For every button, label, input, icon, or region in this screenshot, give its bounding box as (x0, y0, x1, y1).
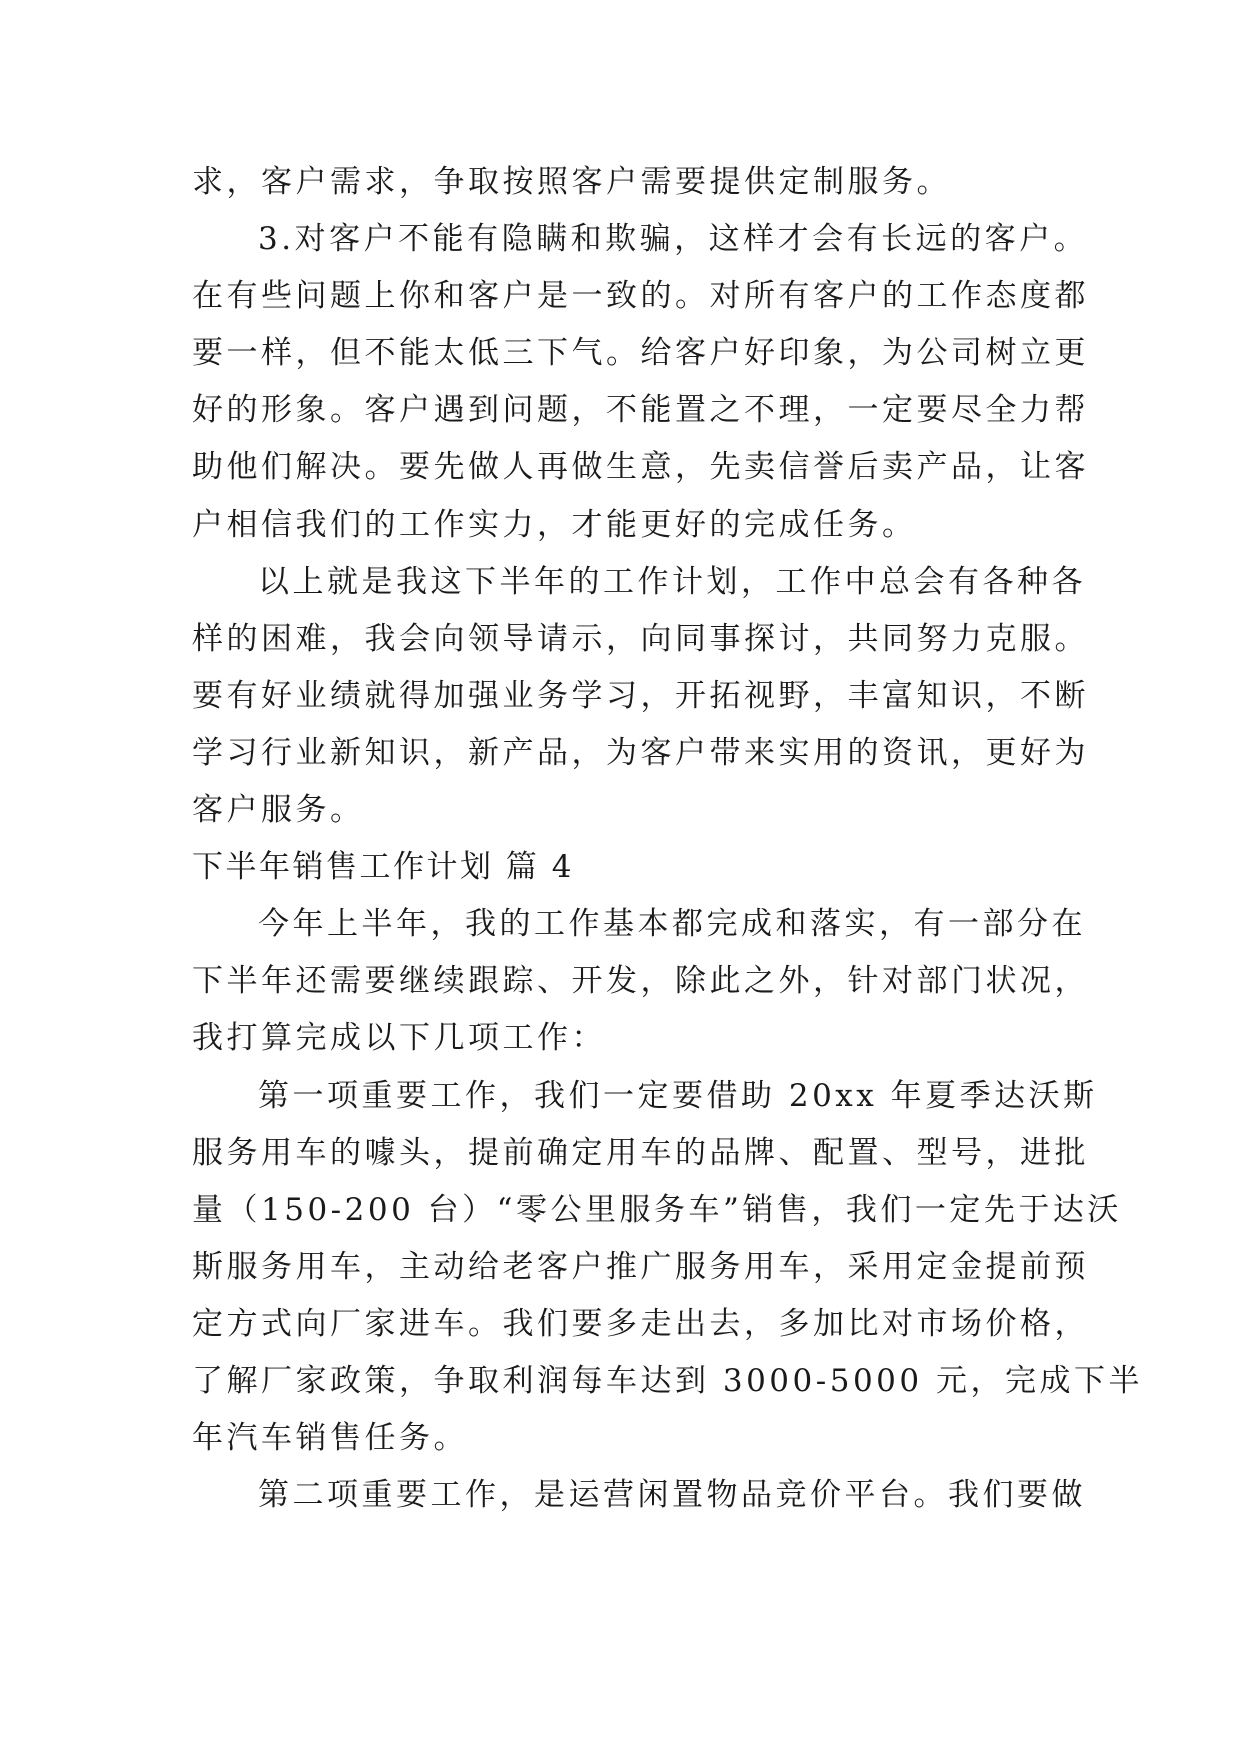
paragraph-line: 3.对客户不能有隐瞒和欺骗，这样才会有长远的客户。 (258, 221, 1089, 258)
paragraph-line: 第一项重要工作，我们一定要借助 20xx 年夏季达沃斯 (258, 1077, 1098, 1114)
paragraph-line: 要一样，但不能太低三下气。给客户好印象，为公司树立更 (192, 335, 1089, 372)
paragraph-line: 要有好业绩就得加强业务学习，开拓视野，丰富知识，不断 (192, 677, 1089, 714)
paragraph-line: 我打算完成以下几项工作： (192, 1020, 606, 1057)
paragraph-line: 学习行业新知识，新产品，为客户带来实用的资讯，更好为 (192, 734, 1089, 771)
paragraph-line: 样的困难，我会向领导请示，向同事探讨，共同努力克服。 (192, 620, 1089, 657)
paragraph-line: 在有些问题上你和客户是一致的。对所有客户的工作态度都 (192, 278, 1089, 315)
paragraph-line: 今年上半年，我的工作基本都完成和落实，有一部分在 (258, 906, 1086, 943)
paragraph-line: 第二项重要工作，是运营闲置物品竞价平台。我们要做 (258, 1477, 1086, 1514)
paragraph-line: 以上就是我这下半年的工作计划，工作中总会有各种各 (258, 563, 1086, 600)
paragraph-line: 斯服务用车，主动给老客户推广服务用车，采用定金提前预 (192, 1248, 1089, 1285)
section-heading: 下半年销售工作计划 篇 4 (192, 849, 574, 886)
paragraph-line: 定方式向厂家进车。我们要多走出去，多加比对市场价格， (192, 1305, 1089, 1342)
paragraph-line: 了解厂家政策，争取利润每车达到 3000-5000 元，完成下半 (192, 1362, 1143, 1399)
paragraph-line: 量（150-200 台）“零公里服务车”销售，我们一定先于达沃 (192, 1191, 1122, 1228)
document-body (192, 154, 1143, 1524)
paragraph-line: 求，客户需求，争取按照客户需要提供定制服务。 (192, 164, 951, 200)
paragraph-line: 户相信我们的工作实力，才能更好的完成任务。 (192, 506, 917, 543)
paragraph-line: 助他们解决。要先做人再做生意，先卖信誉后卖产品，让客 (192, 449, 1089, 486)
paragraph-line: 服务用车的噱头，提前确定用车的品牌、配置、型号，进批 (192, 1134, 1089, 1171)
paragraph-line: 年汽车销售任务。 (192, 1420, 468, 1457)
paragraph-line: 下半年还需要继续跟踪、开发，除此之外，针对部门状况， (192, 963, 1089, 1000)
paragraph-line: 客户服务。 (192, 792, 365, 829)
paragraph-line: 好的形象。客户遇到问题，不能置之不理，一定要尽全力帮 (192, 392, 1089, 429)
